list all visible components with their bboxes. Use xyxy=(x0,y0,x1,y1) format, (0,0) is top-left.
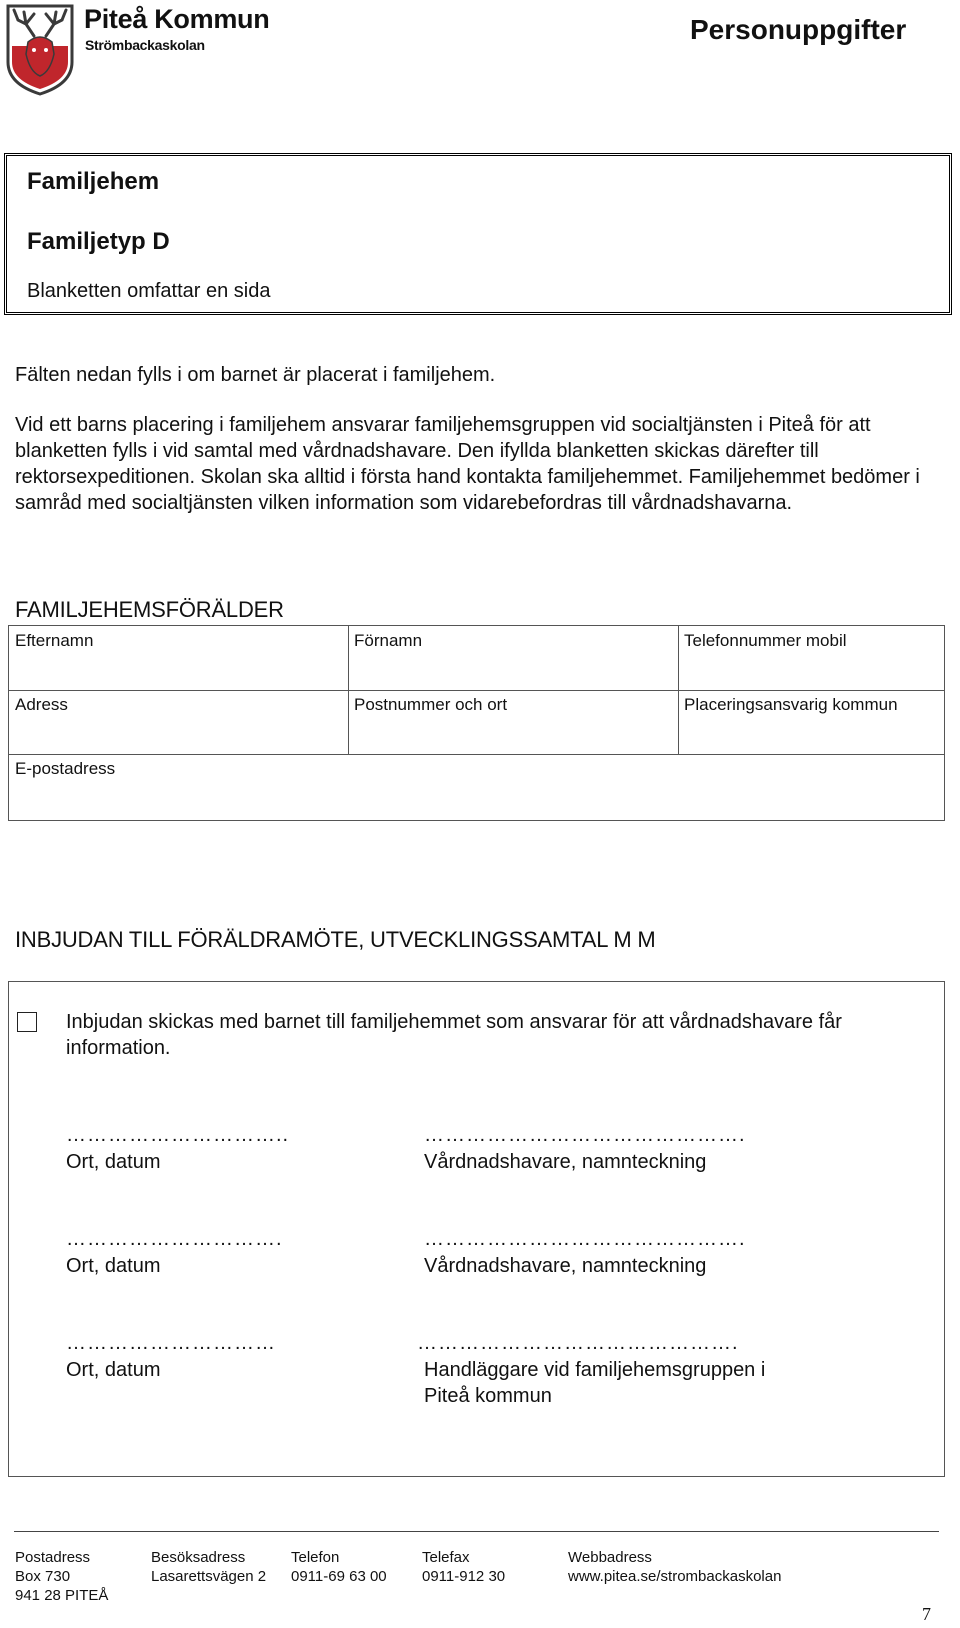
footer-phone xyxy=(291,1548,387,1586)
placing-municipality-field[interactable] xyxy=(678,690,944,754)
footer-website xyxy=(568,1548,781,1586)
page-heading: Personuppgifter xyxy=(690,14,907,45)
fornamn-field[interactable] xyxy=(348,626,678,690)
foster-parent-table xyxy=(8,625,945,821)
mobile-phone-field[interactable] xyxy=(678,626,944,690)
footer-value[interactable]: www.pitea.se/strombackaskolan xyxy=(568,1568,782,1585)
signature-line[interactable]: …………………………. xyxy=(66,1228,283,1250)
footer-value: Lasarettsvägen 2 xyxy=(151,1568,267,1585)
signature-line[interactable]: ………………………………………. xyxy=(424,1228,746,1250)
section-title-foster-parent: FAMILJEHEMSFÖRÄLDER xyxy=(15,597,284,622)
footer-divider xyxy=(14,1531,939,1532)
place-date-label: Ort, datum xyxy=(66,1359,161,1381)
signature-line[interactable]: ………………………………………. xyxy=(417,1332,739,1354)
signature-line[interactable]: ………………………………………. xyxy=(424,1124,746,1146)
field-label: Postnummer och ort xyxy=(354,695,508,714)
section-title-invitation: INBJUDAN TILL FÖRÄLDRAMÖTE, UTVECKLINGSSAMTAL M M xyxy=(15,927,656,952)
email-field[interactable] xyxy=(9,754,944,820)
form-subtitle: Familjetyp D xyxy=(27,228,170,255)
invitation-box xyxy=(8,981,945,1477)
guardian-signature-label: Vårdnadshavare, namnteckning xyxy=(424,1255,707,1277)
case-officer-signature-label: Handläggare vid familjehemsgruppen i Piteå kommun xyxy=(424,1359,766,1407)
field-label: Efternamn xyxy=(15,631,94,650)
footer-fax xyxy=(422,1548,505,1586)
signature-line[interactable]: ………………………… xyxy=(66,1332,276,1354)
intro-paragraph: Vid ett barns placering i familjehem ansvarar familjehemsgruppen vid socialtjänsten i Piteå för att blanketten fylls i vid samtal med vårdnadshavare. Den ifyllda blanketten skickas därefter till rektorsexpeditionen. Skolan ska alltid i första hand kontakta familjehemmet. Familjehemmet bedömer i samråd med socialtjänsten vilken information som vidarebefordras till vårdnadshavarna. xyxy=(15,414,920,514)
footer-label: Webbadress xyxy=(568,1549,652,1566)
field-label: Förnamn xyxy=(354,631,423,650)
pitea-crest-logo-icon xyxy=(4,2,76,96)
place-date-label: Ort, datum xyxy=(66,1151,161,1173)
footer-label: Postadress xyxy=(15,1549,91,1566)
footer-value: 0911-912 30 xyxy=(422,1568,506,1585)
page-number: 7 xyxy=(922,1604,931,1624)
field-label: Telefonnummer mobil xyxy=(684,631,847,650)
footer-value: 0911-69 63 00 xyxy=(291,1568,387,1585)
organization-name: Piteå Kommun xyxy=(84,4,270,34)
field-label: Adress xyxy=(15,695,68,714)
footer-label: Telefax xyxy=(422,1549,470,1566)
place-date-label: Ort, datum xyxy=(66,1255,161,1277)
form-page-count: Blanketten omfattar en sida xyxy=(27,280,271,302)
intro-line: Fälten nedan fylls i om barnet är placerat i familjehem. xyxy=(15,364,496,386)
field-label: E-postadress xyxy=(15,759,116,778)
invitation-checkbox-label: Inbjudan skickas med barnet till familjehemmet som ansvarar för att vårdnadshavare får information. xyxy=(66,1011,842,1059)
efternamn-field[interactable] xyxy=(9,626,348,690)
school-name: Strömbackaskolan xyxy=(85,37,205,53)
guardian-signature-label: Vårdnadshavare, namnteckning xyxy=(424,1151,707,1173)
adress-field[interactable] xyxy=(9,690,348,754)
footer-label: Besöksadress xyxy=(151,1549,246,1566)
field-label: Placeringsansvarig kommun xyxy=(684,695,898,714)
footer-label: Telefon xyxy=(291,1549,340,1566)
form-title: Familjehem xyxy=(27,168,160,195)
signature-line[interactable]: ………………………….. xyxy=(66,1124,290,1146)
footer-value: Box 730 941 28 PITEÅ xyxy=(15,1568,109,1604)
checkbox-unchecked-icon[interactable] xyxy=(17,1012,37,1032)
footer-visiting-address xyxy=(151,1548,266,1586)
form-title-box xyxy=(4,153,952,315)
footer-postal-address xyxy=(15,1548,108,1605)
postal-code-city-field[interactable] xyxy=(348,690,678,754)
